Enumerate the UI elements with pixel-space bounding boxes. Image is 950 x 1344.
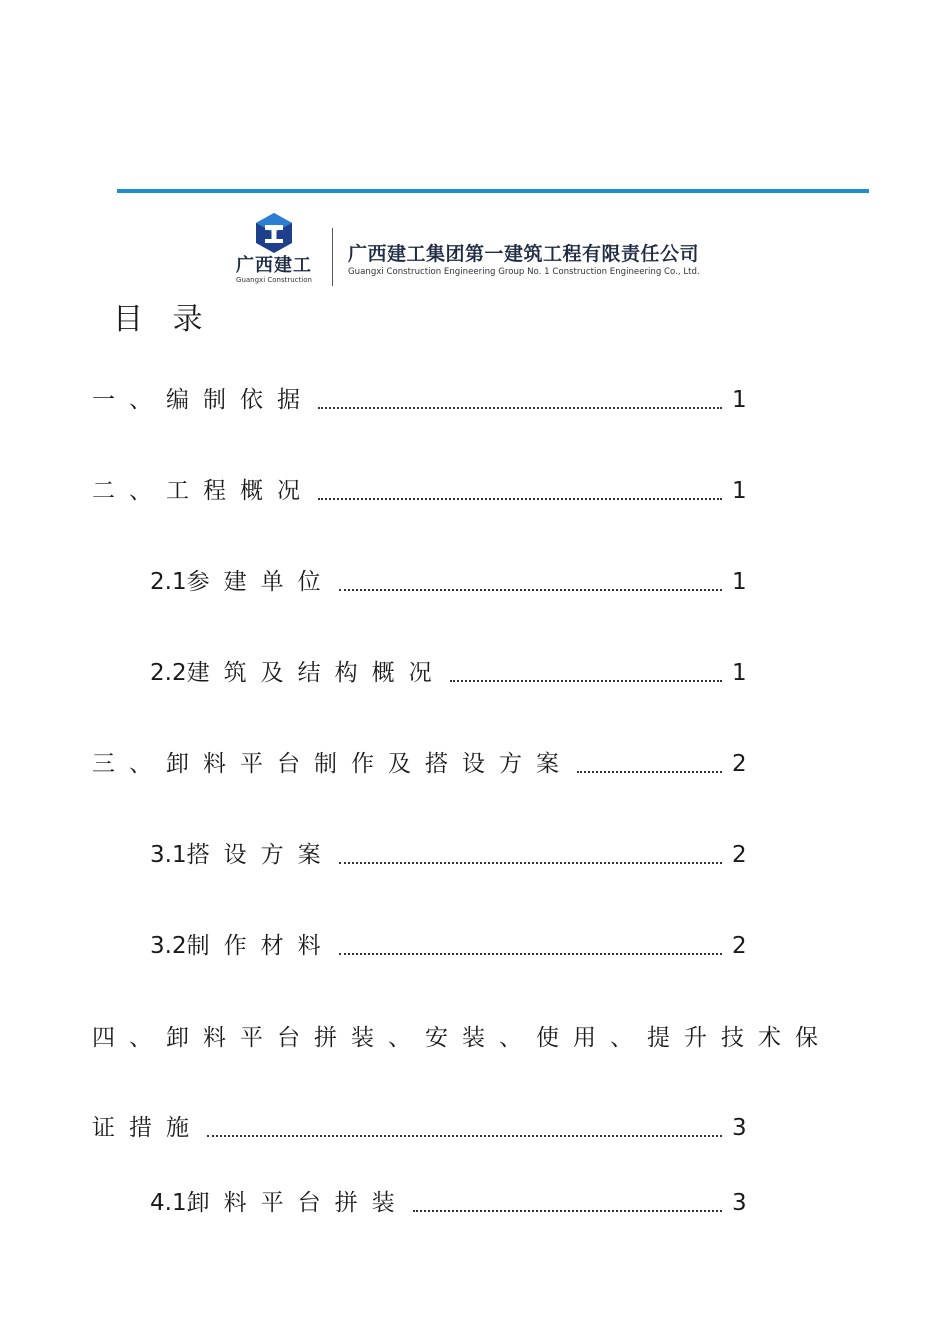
- toc-title: 目 录: [113, 302, 213, 337]
- toc-entry[interactable]: [92, 1018, 852, 1058]
- toc-entry-label: 四、卸料平台拼装、安装、使用、提升技术保: [92, 1025, 832, 1051]
- toc-entry-label: 制作材料: [186, 933, 335, 959]
- toc-entry-page: 2: [732, 751, 747, 777]
- toc-entry-page: 3: [732, 1115, 747, 1141]
- toc-entry[interactable]: [150, 926, 762, 966]
- toc-entry[interactable]: [92, 471, 762, 511]
- toc-entry[interactable]: [92, 744, 762, 784]
- toc-entry-number: 2.2: [150, 660, 187, 686]
- dot-leader: [577, 769, 722, 773]
- toc-entry-label: 证措施: [92, 1115, 203, 1141]
- toc-entry-number: 4.1: [150, 1190, 187, 1216]
- toc-entry-label: 卸料平台拼装: [186, 1190, 409, 1216]
- company-name: [348, 242, 748, 278]
- toc-entry-label: 二、工程概况: [92, 478, 314, 504]
- logo-en-text: Guangxi Construction: [236, 276, 312, 284]
- toc-entry[interactable]: [150, 835, 762, 875]
- toc-entry-page: 1: [732, 660, 747, 686]
- company-name-en: Guangxi Construction Engineering Group No. 1 Construction Engineering Co., Ltd.: [348, 267, 700, 277]
- dot-leader: [318, 405, 722, 409]
- header-divider: [332, 228, 333, 286]
- toc-entry[interactable]: [92, 1108, 762, 1148]
- dot-leader: [207, 1133, 722, 1137]
- toc-entry-page: 1: [732, 478, 747, 504]
- dot-leader: [339, 860, 722, 864]
- toc-entry[interactable]: [150, 653, 762, 693]
- company-name-cn: 广西建工集团第一建筑工程有限责任公司: [348, 243, 700, 265]
- dot-leader: [339, 587, 722, 591]
- logo-cube-icon: [253, 212, 295, 254]
- toc-entry-number: 2.1: [150, 569, 187, 595]
- letterhead: [228, 212, 748, 292]
- toc-entry-page: 3: [732, 1190, 747, 1216]
- toc-entry-number: 3.2: [150, 933, 187, 959]
- toc-entry[interactable]: [150, 562, 762, 602]
- toc-entry-label: 建筑及结构概况: [186, 660, 446, 686]
- toc-entry-page: 2: [732, 842, 747, 868]
- logo-cn-text: 广西建工: [236, 255, 312, 276]
- toc-entry-label: 搭设方案: [186, 842, 335, 868]
- toc-entry-label: 三、卸料平台制作及搭设方案: [92, 751, 573, 777]
- toc-entry[interactable]: [150, 1183, 762, 1223]
- toc-entry-label: 一、编制依据: [92, 387, 314, 413]
- top-rule: [117, 189, 869, 193]
- toc-entry-number: 3.1: [150, 842, 187, 868]
- toc-entry[interactable]: [92, 380, 762, 420]
- toc-entry-label: 参建单位: [186, 569, 335, 595]
- toc-entry-page: 2: [732, 933, 747, 959]
- dot-leader: [413, 1208, 722, 1212]
- toc-entry-page: 1: [732, 387, 747, 413]
- dot-leader: [339, 951, 722, 955]
- toc-entry-page: 1: [732, 569, 747, 595]
- dot-leader: [318, 496, 722, 500]
- dot-leader: [450, 678, 722, 682]
- company-logo: [228, 212, 320, 292]
